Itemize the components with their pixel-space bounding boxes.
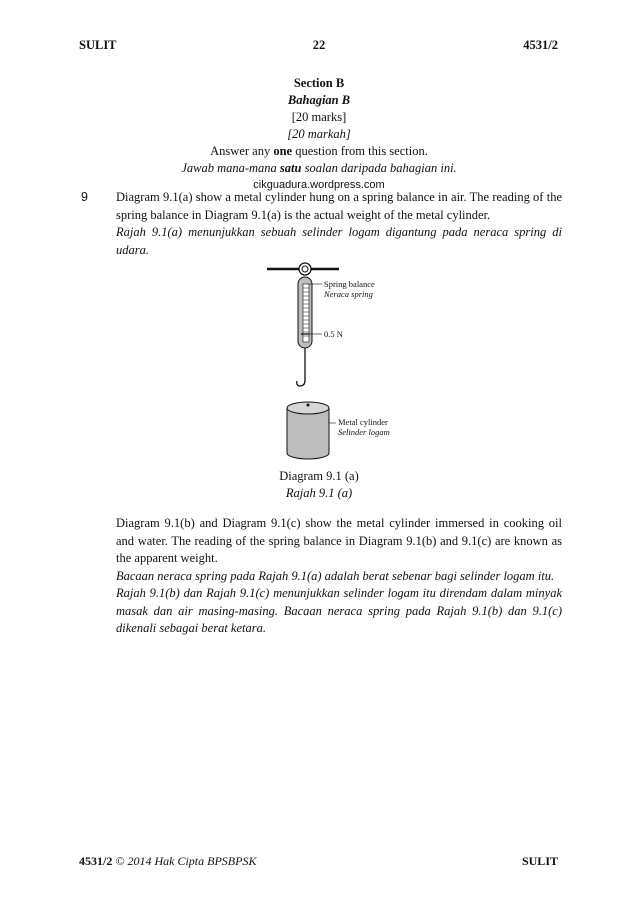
spring-balance-scale: [303, 284, 309, 342]
watermark-url: cikguadura.wordpress.com: [253, 179, 385, 191]
metal-cylinder: [287, 408, 329, 459]
paper-code: 4531/2: [523, 38, 558, 52]
spring-balance-diagram: [250, 258, 450, 463]
body-para3-ms: Rajah 9.1(b) dan Rajah 9.1(c) menunjukkan selinder logam itu direndam dalam minyak masak dan air masing-masing. Bacaan neraca spring pada Rajah 9.1(b) dan 9.1(c) dikenali sebagai berat ketara.: [116, 586, 562, 635]
section-instruction-en: Answer any one question from this section.: [210, 144, 428, 158]
footer-copyright: 4531/2 © 2014 Hak Cipta BPSBPSK: [79, 854, 257, 868]
question-intro: [116, 189, 562, 259]
body-para1-en: Diagram 9.1(b) and Diagram 9.1(c) show the metal cylinder immersed in cooking oil and water. The reading of the spring balance in Diagram 9.1(b) and 9.1(c) are known as the apparent weight.: [116, 516, 562, 565]
section-marks-ms: [20 markah]: [287, 127, 351, 141]
figure-caption: [0, 468, 638, 502]
page-number: 22: [312, 38, 326, 52]
cylinder-label-en: Metal cylinder: [338, 417, 388, 427]
cylinder-label-ms: Selinder logam: [338, 427, 390, 437]
footer-sulit: SULIT: [521, 854, 558, 868]
top-ring: [299, 263, 311, 275]
section-title-en: Section B: [293, 76, 345, 90]
caption-ms: Rajah 9.1 (a): [285, 486, 353, 500]
question-number: 9: [81, 190, 88, 204]
body-text: [116, 515, 562, 638]
caption-en: Diagram 9.1 (a): [279, 469, 359, 483]
body-para2-ms: Bacaan neraca spring pada Rajah 9.1(a) adalah berat sebenar bagi selinder logam itu.: [116, 568, 555, 583]
section-instruction-ms: Jawab mana-mana satu soalan daripada bahagian ini.: [181, 161, 457, 175]
hook: [297, 348, 305, 386]
spring-label-ms: Neraca spring: [324, 289, 373, 299]
question-intro-ms: Rajah 9.1(a) menunjukkan sebuah selinder logam digantung pada neraca spring di udara.: [116, 225, 562, 257]
spring-label-en: Spring balance: [324, 279, 375, 289]
question-intro-en: Diagram 9.1(a) show a metal cylinder hung on a spring balance in air. The reading of the spring balance in Diagram 9.1(a) is the actual weight of the metal cylinder.: [116, 190, 562, 222]
reading-label: 0.5 N: [324, 329, 343, 339]
header-sulit: SULIT: [79, 38, 117, 52]
section-title-ms: Bahagian B: [287, 93, 351, 107]
section-heading: [0, 75, 638, 194]
section-marks-en: [20 marks]: [291, 110, 347, 124]
cylinder-eyelet: [307, 404, 310, 407]
